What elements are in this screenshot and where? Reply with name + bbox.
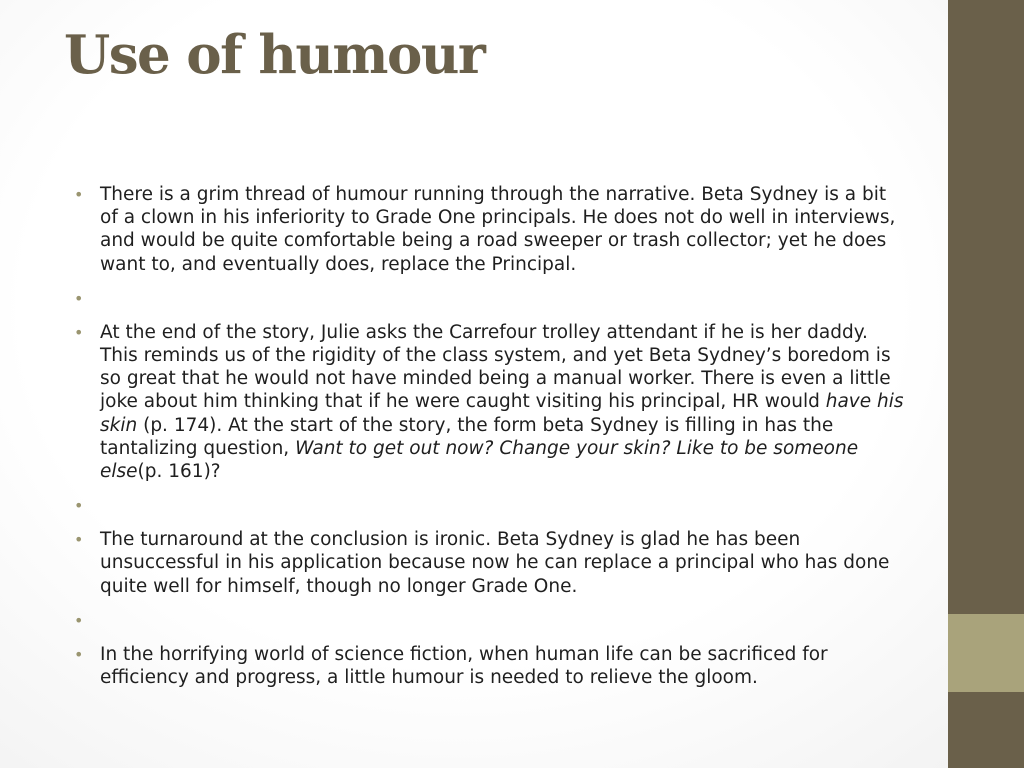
bullet-carrefour [74, 321, 904, 483]
bullet-italic-quote: Want to get out now? Change your skin? Like to be someone else [100, 437, 859, 483]
bullet-icon: • [74, 610, 84, 630]
bullet-icon: • [74, 322, 84, 342]
bullet-text: The turnaround at the conclusion is ironic. Beta Sydney is glad he has been unsuccessful in his application because now he can replace a principal who has done quite well for himself, though no longer Grade One. [100, 529, 890, 597]
bullet-icon: • [74, 185, 84, 204]
bullet-text: In the horrifying world of science fiction, when human life can be sacrificed for efficiency and progress, a little humour is needed to relieve the gloom. [100, 643, 828, 689]
bullet-empty [74, 609, 904, 632]
bullet-icon: • [74, 496, 84, 516]
bullet-text: There is a grim thread of humour running through the narrative. Beta Sydney is a bit of a clown in his inferiority to Grade One principals. He does not do well in interviews, and would be quite comfortable being a road sweeper or trash collector; yet he does want to, and eventually does, replace the Principal. [100, 184, 896, 275]
bullet-turnaround [74, 528, 904, 598]
bullet-text-part: At the end of the story, Julie asks the Carrefour trolley attendant if he is her daddy. This reminds us of the rigidity of the class system, and yet Beta Sydney’s boredom is so great that he would not have minded being a manual worker. There is even a little joke about him thinking that if he were caught visiting his principal, HR would [100, 321, 891, 413]
bullet-science-fiction [74, 643, 904, 689]
bullet-list [74, 183, 904, 700]
bullet-humour-thread [74, 183, 904, 276]
bullet-icon: • [74, 530, 84, 550]
bullet-empty [74, 494, 904, 517]
bullet-empty [74, 287, 904, 310]
sidebar-accent-block [948, 614, 1024, 692]
bullet-icon: • [74, 644, 84, 664]
slide-title: Use of humour [64, 24, 485, 86]
bullet-icon: • [74, 288, 84, 308]
bullet-text-part: (p. 174). At the start of the story, the form beta Sydney is filling in has the tantalizing question, [100, 414, 834, 459]
bullet-text-part: (p. 161)? [137, 461, 221, 483]
bullet-italic-quote: have his skin [100, 391, 904, 436]
